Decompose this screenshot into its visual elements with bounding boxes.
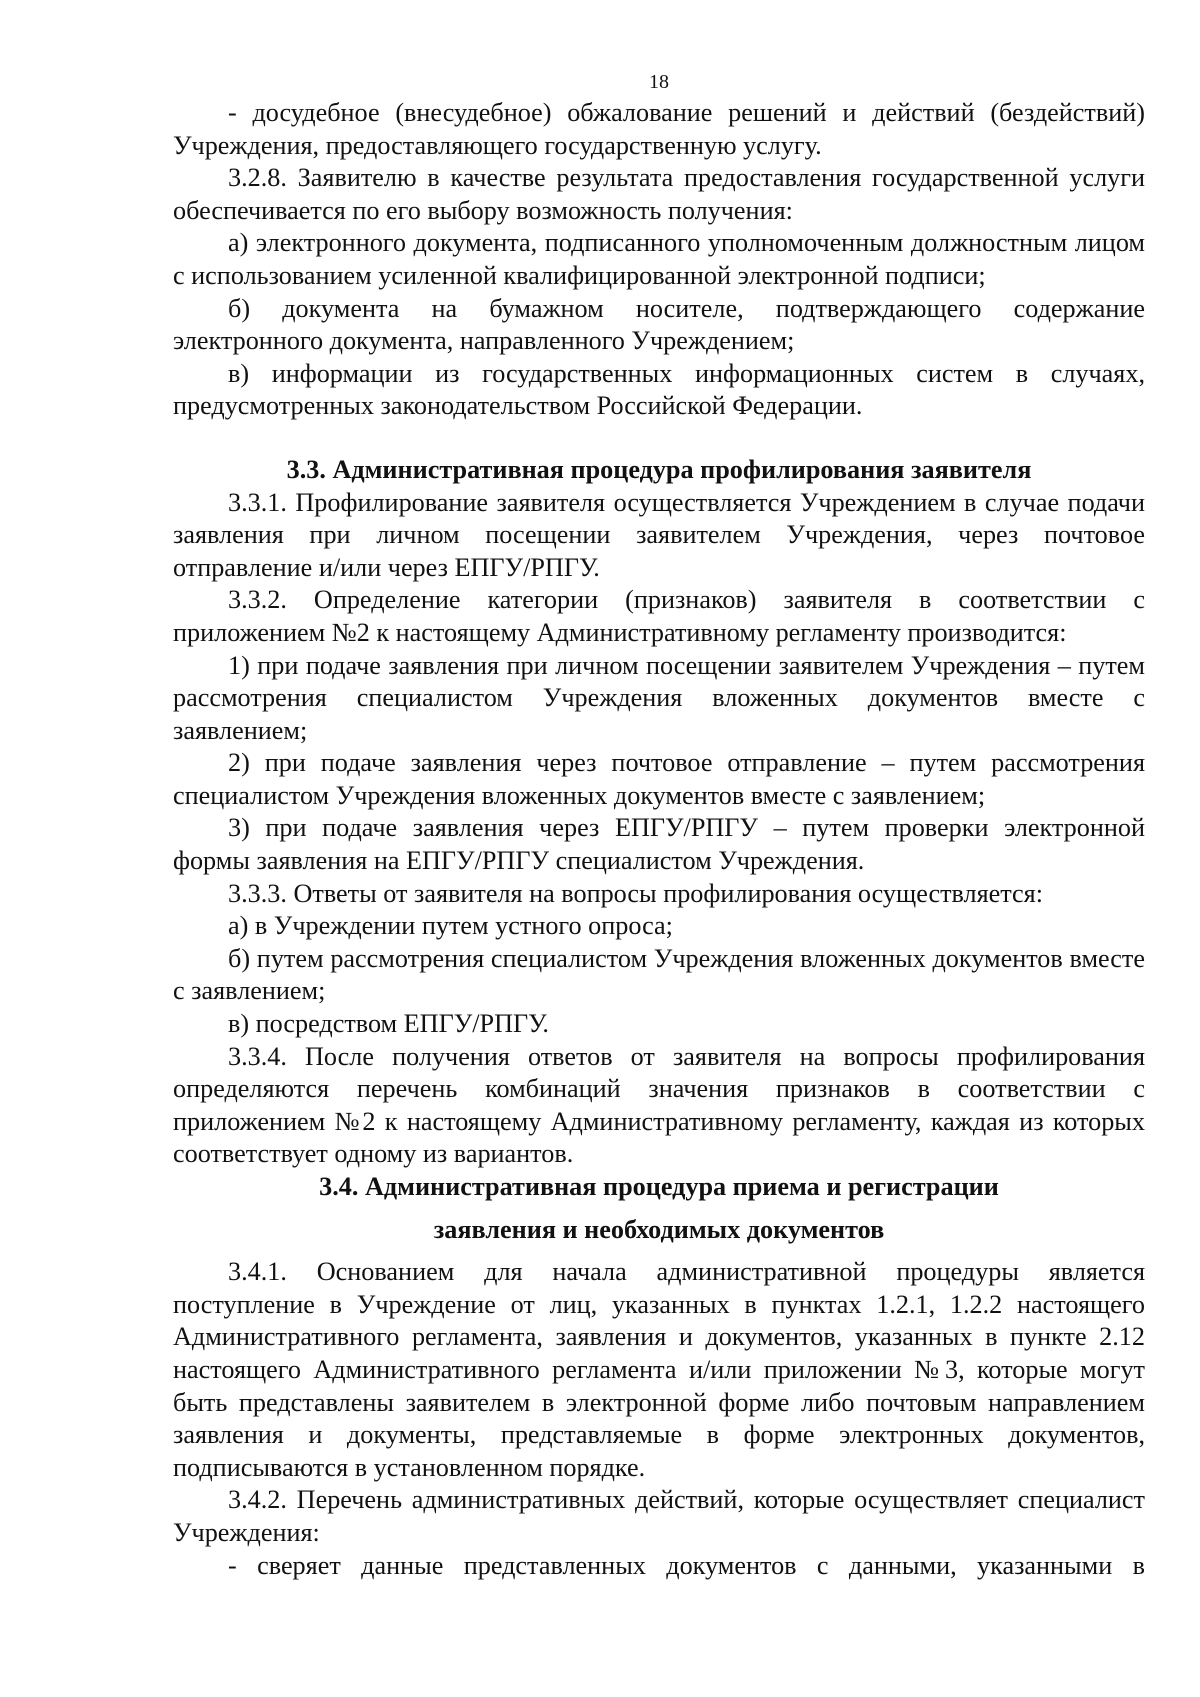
paragraph-3-3-3: 3.3.3. Ответы от заявителя на вопросы профилирования осуществляется: (228, 878, 1043, 908)
paragraph-3-2-8-b: б) документа на бумажном носителе, подтверждающего содержание электронного документа, направленного Учреждением; (173, 293, 1145, 356)
section-3-4-heading-line-1: 3.4. Административная процедура приема и регистрации (319, 1172, 999, 1201)
paragraph-3-3-2-item-2: 2) при подаче заявления через почтовое отправление – путем рассмотрения специалистом Учреждения вложенных документов вместе с заявлением; (173, 748, 1145, 810)
paragraph-appeal: - досудебное (внесудебное) обжалование решений и действий (бездействий) Учреждения, предоставляющего государственную услугу. (173, 98, 1145, 160)
paragraph-3-3-2-item-3: 3) при подаче заявления через ЕПГУ/РПГУ – путем проверки электронной формы заявления на ЕПГУ/РПГУ специалистом Учреждения. (173, 813, 1145, 876)
paragraph-3-2-8: 3.2.8. Заявителю в качестве результата предоставления государственной услуги обеспечивается по его выбору возможность получения: (173, 163, 1145, 225)
page-number: 18 (649, 71, 669, 93)
paragraph-3-4-1: 3.4.1. Основанием для начала административной процедуры является поступление в Учреждение от лиц, указанных в пунктах 1.2.1, 1.2.2 настоящего Административного регламента, заявления и документов, указанных в пункте 2.12 настоящего Административного регламента и/или приложении №3, которые могут быть представлены заявителем в электронной форме либо почтовым направлением заявления и документы, представляемые в форме электронных документов, подписываются в установленном порядке. (173, 1257, 1145, 1482)
paragraph-3-4-2-item: - сверяет данные представленных документов с данными, указанными в (228, 1550, 1145, 1580)
paragraph-3-3-3-b: б) путем рассмотрения специалистом Учреждения вложенных документов вместе с заявлением; (173, 943, 1145, 1006)
page-content (173, 97, 1145, 1582)
paragraph-3-2-8-v: в) информации из государственных информационных систем в случаях, предусмотренных законодательством Российской Федерации. (173, 358, 1145, 421)
paragraph-3-3-3-v: в) посредством ЕПГУ/РПГУ. (228, 1009, 549, 1039)
paragraph-3-4-2: 3.4.2. Перечень административных действий, которые осуществляет специалист Учреждения: (173, 1485, 1145, 1547)
paragraph-3-3-2: 3.3.2. Определение категории (признаков) заявителя в соответствии с приложением №2 к настоящему Административному регламенту производится: (173, 585, 1145, 647)
paragraph-3-3-1: 3.3.1. Профилирование заявителя осуществляется Учреждением в случае подачи заявления при личном посещении заявителем Учреждения, через почтовое отправление и/или через ЕПГУ/РПГУ. (173, 487, 1145, 582)
section-3-4-heading-line-2: заявления и необходимых документов (433, 1214, 885, 1244)
paragraph-3-3-3-a: а) в Учреждении путем устного опроса; (228, 911, 673, 941)
paragraph-3-2-8-a: а) электронного документа, подписанного уполномоченным должностным лицом с использованием усиленной квалифицированной электронной подписи; (173, 228, 1145, 290)
paragraph-3-3-4: 3.3.4. После получения ответов от заявителя на вопросы профилирования определяются перечень комбинаций значения признаков в соответствии с приложением №2 к настоящему Административному регламенту, каждая из которых соответствует одному из вариантов. (173, 1041, 1145, 1169)
paragraph-3-3-2-item-1: 1) при подаче заявления при личном посещении заявителем Учреждения – путем рассмотрения специалистом Учреждения вложенных документов вместе с заявлением; (173, 650, 1145, 745)
section-3-3-heading: 3.3. Административная процедура профилирования заявителя (286, 454, 1032, 484)
